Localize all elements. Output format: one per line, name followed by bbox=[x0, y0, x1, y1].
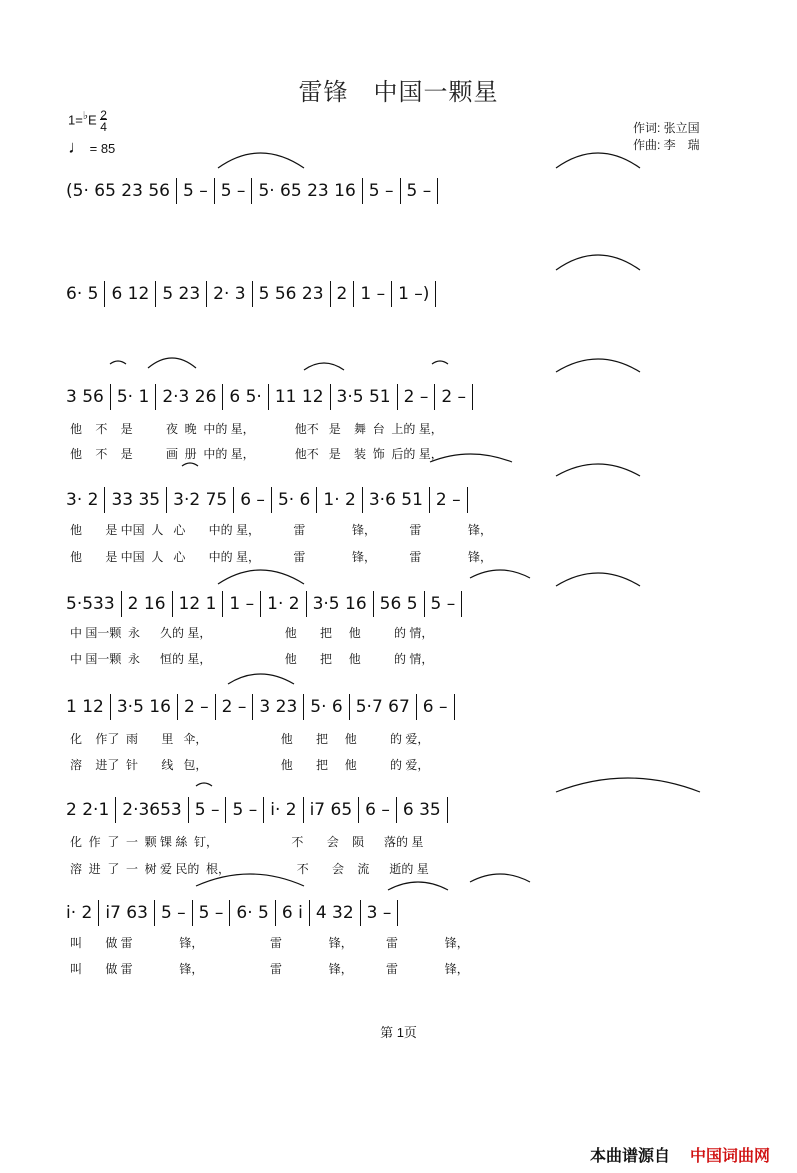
bar-line bbox=[263, 797, 264, 823]
slur-mark bbox=[304, 363, 344, 370]
lyric-line: 他 是 中国 人 心 中的 星， 雷 锋， 雷 锋， bbox=[70, 523, 493, 537]
bar-line bbox=[225, 797, 226, 823]
time-signature bbox=[100, 109, 107, 133]
measure: 6 – bbox=[422, 697, 448, 717]
slur-mark bbox=[182, 463, 198, 466]
bar-line bbox=[166, 487, 167, 513]
lyric-line: 中 国一颗 永 恒的 星， 他 把 他 的 情， bbox=[70, 652, 434, 666]
bar-line bbox=[172, 591, 173, 617]
bar-line bbox=[222, 591, 223, 617]
measure: 2 – bbox=[403, 387, 429, 407]
source-brand: 中国词曲网 bbox=[690, 1148, 771, 1165]
slur-mark bbox=[218, 153, 304, 168]
measure: 5 23 bbox=[162, 284, 201, 304]
measure: 6 35 bbox=[402, 800, 441, 820]
measure: i7 65 bbox=[309, 800, 353, 820]
measure: 2·3653 bbox=[122, 800, 182, 820]
measure: 12 1 bbox=[178, 594, 217, 614]
bar-line bbox=[424, 591, 425, 617]
quarter-note-icon: ♩ bbox=[68, 137, 86, 157]
measure: 1· 2 bbox=[267, 594, 300, 614]
measure: 56 5 bbox=[379, 594, 418, 614]
time-bottom: 4 bbox=[100, 119, 107, 134]
key-tonic: E bbox=[87, 112, 97, 128]
measure: 6 i bbox=[281, 903, 303, 923]
measure: 5 56 23 bbox=[258, 284, 324, 304]
lyric-line: 他 不 是 夜 晚 中的 星， 他不 是 舞 台 上的 星， bbox=[70, 422, 443, 436]
bar-line bbox=[275, 900, 276, 926]
music-line bbox=[66, 590, 726, 618]
measure: 3· 2 bbox=[66, 490, 99, 510]
measure: 1· 2 bbox=[323, 490, 356, 510]
bar-line bbox=[362, 487, 363, 513]
measure: 6· 5 bbox=[66, 284, 99, 304]
bar-line bbox=[391, 281, 392, 307]
slur-mark bbox=[196, 783, 212, 786]
music-line bbox=[66, 486, 726, 514]
time-top: 2 bbox=[100, 107, 107, 122]
measure: 5·7 67 bbox=[355, 697, 410, 717]
measure: 1 12 bbox=[66, 697, 104, 717]
tempo-marking bbox=[68, 137, 115, 158]
measure: 5· 65 23 16 bbox=[258, 181, 356, 201]
bar-line bbox=[429, 487, 430, 513]
measure: 6· 5 bbox=[236, 903, 269, 923]
measure: 2 bbox=[336, 284, 348, 304]
measure: 5 – bbox=[160, 903, 186, 923]
bar-line bbox=[435, 281, 436, 307]
bar-line bbox=[177, 694, 178, 720]
bar-line bbox=[252, 694, 253, 720]
bar-line bbox=[358, 797, 359, 823]
bar-line bbox=[229, 900, 230, 926]
measure: (5· 65 23 56 bbox=[66, 181, 170, 201]
bar-line bbox=[416, 694, 417, 720]
measure: 2 16 bbox=[127, 594, 166, 614]
bar-line bbox=[268, 384, 269, 410]
bar-line bbox=[400, 178, 401, 204]
composer: 作曲: 李 瑞 bbox=[633, 138, 700, 152]
lyric-line: 化 作了 雨 里 伞， 他 把 他 的 爱， bbox=[70, 732, 430, 746]
source-credit bbox=[590, 1143, 770, 1166]
bar-line bbox=[155, 384, 156, 410]
measure: 2 – bbox=[221, 697, 247, 717]
measure: 5 – bbox=[232, 800, 258, 820]
measure: 1 – bbox=[229, 594, 255, 614]
bar-line bbox=[353, 281, 354, 307]
measure: 6 – bbox=[365, 800, 390, 820]
slur-mark bbox=[470, 570, 530, 578]
bar-line bbox=[362, 178, 363, 204]
bar-line bbox=[252, 281, 253, 307]
measure: 2·3 26 bbox=[162, 387, 217, 407]
slur-mark bbox=[110, 361, 126, 364]
bar-line bbox=[330, 384, 331, 410]
bar-line bbox=[192, 900, 193, 926]
lyric-line: 溶 进 了 一 树 爱 民的 根， 不 会 流 逝的 星 bbox=[70, 862, 429, 876]
bar-line bbox=[447, 797, 448, 823]
measure: 4 32 bbox=[315, 903, 354, 923]
bar-line bbox=[110, 694, 111, 720]
bar-line bbox=[155, 281, 156, 307]
slur-mark bbox=[556, 778, 700, 792]
music-line bbox=[66, 383, 726, 411]
page-number: 第 1页 bbox=[380, 1025, 417, 1040]
bar-line bbox=[98, 900, 99, 926]
bar-line bbox=[260, 591, 261, 617]
lyric-line: 他 不 是 画 册 中的 星， 他不 是 装 饰 后的 星， bbox=[70, 447, 443, 461]
bar-line bbox=[206, 281, 207, 307]
measure: 2 – bbox=[441, 387, 467, 407]
lyric-line: 叫 做 雷 锋， 雷 锋， 雷 锋， bbox=[70, 962, 469, 976]
bar-line bbox=[397, 900, 398, 926]
measure: 5·533 bbox=[66, 594, 115, 614]
bar-line bbox=[215, 694, 216, 720]
bar-line bbox=[188, 797, 189, 823]
bar-line bbox=[397, 384, 398, 410]
flat-icon: ♭ bbox=[82, 110, 88, 122]
measure: 5 – bbox=[198, 903, 224, 923]
bar-line bbox=[214, 178, 215, 204]
music-line bbox=[66, 796, 726, 824]
measure: 6 12 bbox=[111, 284, 150, 304]
key-signature bbox=[68, 108, 107, 133]
measure: 3·5 16 bbox=[312, 594, 367, 614]
measure: 5 – bbox=[220, 181, 246, 201]
bar-line bbox=[104, 487, 105, 513]
bar-line bbox=[222, 384, 223, 410]
page-title: 雷锋 中国一颗星 bbox=[298, 79, 499, 106]
music-line bbox=[66, 177, 726, 205]
lyricist: 作词: 张立国 bbox=[633, 121, 700, 135]
measure: 5· 6 bbox=[310, 697, 343, 717]
slur-mark bbox=[388, 882, 448, 890]
measure: 3·6 51 bbox=[368, 490, 423, 510]
bar-line bbox=[437, 178, 438, 204]
measure: 3 56 bbox=[66, 387, 104, 407]
slur-mark bbox=[432, 361, 448, 364]
measure: 5 – bbox=[368, 181, 394, 201]
bar-line bbox=[373, 591, 374, 617]
slur-mark bbox=[556, 464, 640, 476]
bar-line bbox=[309, 900, 310, 926]
slur-mark bbox=[556, 359, 640, 372]
bar-line bbox=[396, 797, 397, 823]
measure: i7 63 bbox=[105, 903, 148, 923]
measure: 5 – bbox=[406, 181, 432, 201]
bar-line bbox=[472, 384, 473, 410]
measure: 6 5· bbox=[229, 387, 262, 407]
bar-line bbox=[104, 281, 105, 307]
bar-line bbox=[360, 900, 361, 926]
bar-line bbox=[454, 694, 455, 720]
credits bbox=[633, 120, 700, 154]
music-line bbox=[66, 899, 726, 927]
measure: 3·2 75 bbox=[173, 490, 228, 510]
lyric-line: 溶 进了 针 线 包， 他 把 他 的 爱， bbox=[70, 758, 430, 772]
bar-line bbox=[434, 384, 435, 410]
bar-line bbox=[115, 797, 116, 823]
slur-mark bbox=[228, 674, 294, 684]
measure: i· 2 bbox=[270, 800, 297, 820]
music-line bbox=[66, 280, 726, 308]
source-label: 本曲谱源自 bbox=[590, 1148, 671, 1165]
measure: 5 – bbox=[430, 594, 456, 614]
measure: 1 –) bbox=[398, 284, 430, 304]
slur-mark bbox=[556, 255, 640, 270]
measure: 33 35 bbox=[111, 490, 161, 510]
measure: 3·5 51 bbox=[336, 387, 391, 407]
bar-line bbox=[467, 487, 468, 513]
lyric-line: 中 国一颗 永 久的 星， 他 把 他 的 情， bbox=[70, 626, 434, 640]
measure: 3 – bbox=[366, 903, 392, 923]
bar-line bbox=[306, 591, 307, 617]
bar-line bbox=[176, 178, 177, 204]
bar-line bbox=[303, 694, 304, 720]
slur-mark bbox=[218, 570, 304, 584]
measure: 5 – bbox=[194, 800, 220, 820]
bar-line bbox=[154, 900, 155, 926]
measure: 2 – bbox=[183, 697, 209, 717]
bar-line bbox=[349, 694, 350, 720]
measure: 5· 6 bbox=[277, 490, 311, 510]
tempo-value: = 85 bbox=[89, 141, 116, 156]
music-line bbox=[66, 693, 726, 721]
bar-line bbox=[233, 487, 234, 513]
measure: 2 – bbox=[435, 490, 461, 510]
bar-line bbox=[271, 487, 272, 513]
lyric-line: 化 作 了 一 颗 锞 絲 钉， 不 会 陨 落的 星 bbox=[70, 835, 424, 849]
measure: 2 2·1 bbox=[66, 800, 110, 820]
bar-line bbox=[303, 797, 304, 823]
slur-mark bbox=[148, 358, 196, 368]
bar-line bbox=[110, 384, 111, 410]
key-prefix: 1= bbox=[68, 112, 83, 128]
bar-line bbox=[330, 281, 331, 307]
bar-line bbox=[316, 487, 317, 513]
slur-mark bbox=[556, 153, 640, 168]
lyric-line: 叫 做 雷 锋， 雷 锋， 雷 锋， bbox=[70, 936, 469, 950]
lyric-line: 他 是 中国 人 心 中的 星， 雷 锋， 雷 锋， bbox=[70, 550, 493, 564]
measure: 5 – bbox=[182, 181, 208, 201]
measure: 2· 3 bbox=[213, 284, 246, 304]
bar-line bbox=[121, 591, 122, 617]
slur-mark bbox=[556, 573, 640, 586]
measure: 5· 1 bbox=[116, 387, 150, 407]
bar-line bbox=[251, 178, 252, 204]
measure: 1 – bbox=[360, 284, 386, 304]
measure: 3 23 bbox=[259, 697, 298, 717]
measure: 3·5 16 bbox=[116, 697, 171, 717]
measure: 11 12 bbox=[274, 387, 324, 407]
measure: i· 2 bbox=[66, 903, 93, 923]
bar-line bbox=[461, 591, 462, 617]
measure: 6 – bbox=[240, 490, 265, 510]
